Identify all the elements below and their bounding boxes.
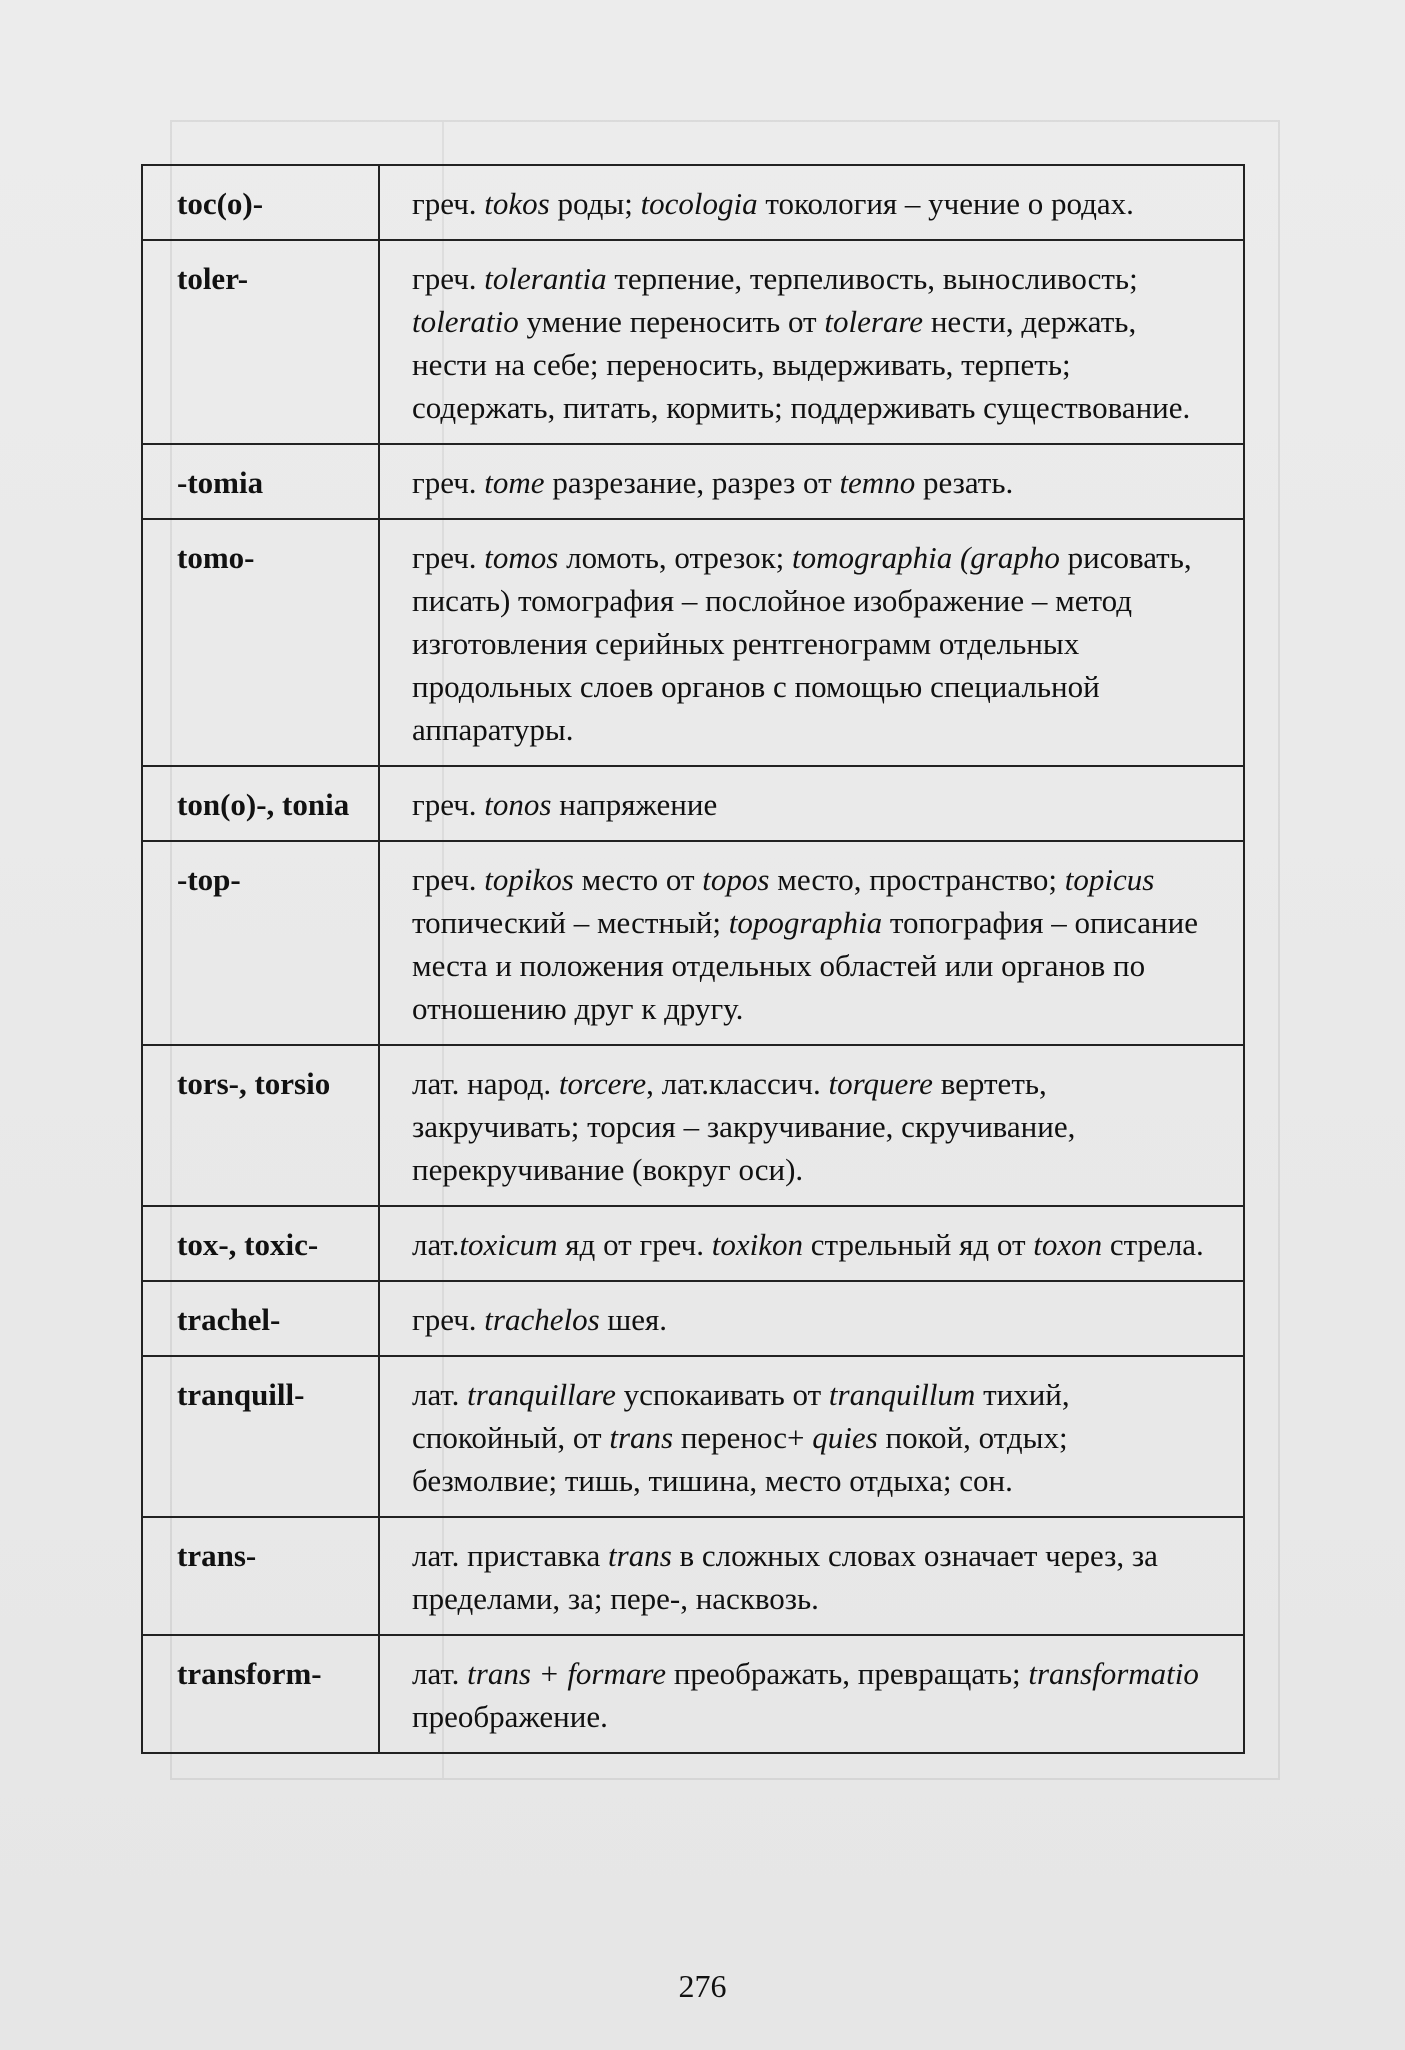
table-row [142, 1635, 1244, 1753]
table-row [142, 444, 1244, 519]
definition-segment: лат. приставка [412, 1538, 609, 1573]
definition-italic-segment: trans + formare [467, 1656, 667, 1691]
definition-cell [379, 766, 1244, 841]
definition-italic-segment: topicus [1064, 862, 1155, 897]
definition-segment: умение переносить от [518, 304, 825, 339]
definition-segment: греч. [412, 261, 485, 296]
term-cell: -tomia [142, 444, 379, 519]
definition-cell [379, 165, 1244, 240]
definition-italic-segment: torquere [828, 1066, 933, 1101]
definition-segment: в сложных словах означает через, за пределами, за; пере-, насквозь. [412, 1538, 1158, 1616]
table-row [142, 165, 1244, 240]
table-row [142, 1356, 1244, 1517]
definition-segment: стрела. [1102, 1227, 1204, 1262]
definition-cell [379, 1281, 1244, 1356]
term-cell: ton(o)-, tonia [142, 766, 379, 841]
definition-italic-segment: temno [839, 465, 916, 500]
definition-segment: греч. [412, 862, 485, 897]
table-row [142, 519, 1244, 766]
definition-cell [379, 1356, 1244, 1517]
definition-cell [379, 1635, 1244, 1753]
definition-segment: греч. [412, 540, 485, 575]
definition-segment: преображение. [412, 1699, 608, 1734]
definition-italic-segment: toxon [1033, 1227, 1103, 1262]
page-number: 276 [678, 1968, 727, 2004]
term-cell: tomo- [142, 519, 379, 766]
definition-segment: стрельный яд от [803, 1227, 1034, 1262]
definition-segment: шея. [599, 1302, 668, 1337]
table-row [142, 1206, 1244, 1281]
etymology-table-body [142, 165, 1244, 1753]
definition-segment: напряжение [551, 787, 718, 822]
definition-segment: греч. [412, 465, 485, 500]
definition-italic-segment: tome [484, 465, 545, 500]
definition-italic-segment: tokos [484, 186, 550, 221]
term-cell: tors-, torsio [142, 1045, 379, 1206]
term-cell: tox-, toxic- [142, 1206, 379, 1281]
definition-segment: терпение, терпеливость, выносливость; [606, 261, 1138, 296]
definition-segment: покой, отдых; безмолвие; тишь, тишина, место отдыха; сон. [412, 1420, 1068, 1498]
definition-italic-segment: topographia [728, 905, 883, 940]
definition-segment: топография – описание места и положения отдельных областей или органов по отношению друг к другу. [412, 905, 1198, 1026]
definition-cell [379, 1206, 1244, 1281]
definition-italic-segment: tranquillum [828, 1377, 976, 1412]
definition-segment: лат. народ. [412, 1066, 559, 1101]
definition-italic-segment: topos [702, 862, 770, 897]
definition-segment: нести, держать, нести на себе; переносить, выдерживать, терпеть; содержать, питать, кормить; поддерживать существование. [412, 304, 1191, 425]
definition-segment: лат. [412, 1656, 468, 1691]
table-row [142, 1281, 1244, 1356]
term-cell: -top- [142, 841, 379, 1045]
table-row [142, 766, 1244, 841]
definition-segment: место от [573, 862, 703, 897]
definition-italic-segment: trachelos [484, 1302, 600, 1337]
definition-segment: токология – учение о родах. [757, 186, 1134, 221]
definition-italic-segment: topikos [484, 862, 574, 897]
definition-italic-segment: tonos [484, 787, 552, 822]
definition-italic-segment: tomos [484, 540, 559, 575]
definition-italic-segment: tocologia [640, 186, 758, 221]
definition-italic-segment: toxicum [459, 1227, 558, 1262]
definition-italic-segment: torcere [558, 1066, 647, 1101]
definition-segment: лат. [412, 1227, 460, 1262]
definition-segment: топический – местный; [412, 905, 729, 940]
definition-italic-segment: toleratio [412, 304, 519, 339]
table-row [142, 240, 1244, 444]
definition-cell [379, 1045, 1244, 1206]
definition-segment: греч. [412, 186, 485, 221]
definition-cell [379, 841, 1244, 1045]
definition-segment: вертеть, закручивать; торсия – закручивание, скручивание, перекручивание (вокруг оси). [412, 1066, 1076, 1187]
etymology-table [141, 164, 1245, 1754]
definition-italic-segment: trans [608, 1538, 672, 1573]
definition-segment: преображать, превращать; [666, 1656, 1029, 1691]
term-cell: toler- [142, 240, 379, 444]
definition-italic-segment: tolerare [824, 304, 924, 339]
definition-segment: греч. [412, 787, 485, 822]
definition-italic-segment: tolerantia [484, 261, 607, 296]
definition-cell [379, 519, 1244, 766]
definition-italic-segment: toxikon [711, 1227, 804, 1262]
table-row [142, 1045, 1244, 1206]
definition-italic-segment: tomographia (grapho [792, 540, 1060, 575]
definition-cell [379, 444, 1244, 519]
definition-segment: роды; [549, 186, 641, 221]
definition-italic-segment: tranquillare [467, 1377, 616, 1412]
definition-cell [379, 240, 1244, 444]
definition-segment: ломоть, отрезок; [558, 540, 793, 575]
definition-segment: греч. [412, 1302, 485, 1337]
term-cell: trans- [142, 1517, 379, 1635]
definition-italic-segment: quies [812, 1420, 878, 1455]
definition-segment: яд от греч. [557, 1227, 712, 1262]
definition-italic-segment: trans [609, 1420, 674, 1455]
definition-segment: разрезание, разрез от [544, 465, 840, 500]
table-row [142, 1517, 1244, 1635]
definition-segment: резать. [915, 465, 1014, 500]
definition-cell [379, 1517, 1244, 1635]
definition-segment: перенос+ [673, 1420, 813, 1455]
table-row [142, 841, 1244, 1045]
term-cell: trachel- [142, 1281, 379, 1356]
definition-segment: тихий, спокойный, от [412, 1377, 1070, 1455]
definition-segment: лат. [412, 1377, 468, 1412]
term-cell: transform- [142, 1635, 379, 1753]
term-cell: tranquill- [142, 1356, 379, 1517]
definition-segment: рисовать, писать) томография – послойное изображение – метод изготовления серийных рентгенограмм отдельных продольных слоев органов с помощью специальной аппаратуры. [412, 540, 1192, 747]
definition-italic-segment: transformatio [1028, 1656, 1199, 1691]
definition-segment: успокаивать от [615, 1377, 829, 1412]
definition-segment: место, пространство; [769, 862, 1065, 897]
term-cell: toc(o)- [142, 165, 379, 240]
definition-segment: , лат.классич. [646, 1066, 829, 1101]
